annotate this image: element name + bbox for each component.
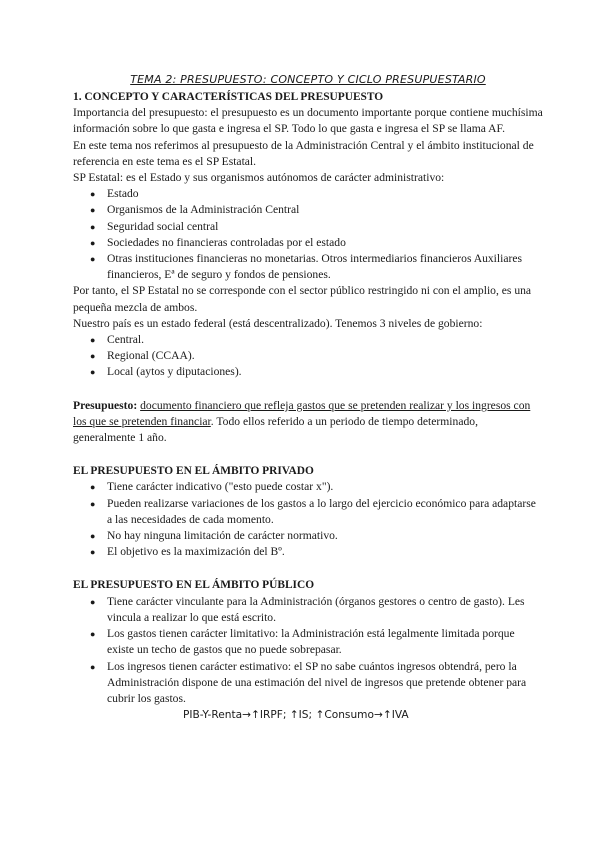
spacer [73, 560, 543, 577]
definition-underlined: documento financiero que refleja gastos que se pretenden realizar y los ingresos con los que se pretenden financiar [73, 398, 531, 428]
list-ambito-publico [73, 594, 543, 707]
list-item: ● No hay ninguna limitación de carácter normativo. [73, 528, 543, 544]
paragraph-estado-federal: Nuestro país es un estado federal (está descentralizado). Tenemos 3 niveles de gobierno: [73, 316, 483, 330]
list-ambito-privado [73, 479, 543, 560]
list-item: ● Estado [73, 186, 543, 202]
document-title: TEMA 2: PRESUPUESTO: CONCEPTO Y CICLO PRESUPUESTARIO [130, 73, 486, 86]
list-item: ● Tiene carácter indicativo ("esto puede costar x"). [73, 479, 543, 495]
list-item: ● Seguridad social central [73, 219, 543, 235]
list-item: ● Los gastos tienen carácter limitativo: la Administración está legalmente limitada porque existe un techo de gastos que no puede sobrepasar. [73, 626, 543, 658]
list-item: ● Local (aytos y diputaciones). [73, 364, 543, 380]
paragraph-por-tanto: Por tanto, el SP Estatal no se corresponde con el sector público restringido ni con el amplio, es una pequeña mezcla de ambos. [73, 284, 532, 314]
list-item: ● Central. [73, 332, 543, 348]
list-item: ● Otras instituciones financieras no monetarias. Otros intermediarios financieros Auxiliares financieros, Eª de seguro y fondos de pensiones. [73, 251, 543, 283]
list-item: ● Pueden realizarse variaciones de los gastos a lo largo del ejercicio económico para adaptarse a las necesidades de cada momento. [73, 496, 543, 528]
document-page [73, 72, 543, 723]
section-heading-concepto: 1. CONCEPTO Y CARACTERÍSTICAS DEL PRESUPUESTO [73, 91, 384, 103]
section-heading-publico: EL PRESUPUESTO EN EL ÁMBITO PÚBLICO [73, 579, 315, 592]
definition-label: Presupuesto: [73, 398, 138, 412]
list-item: ● Los ingresos tienen carácter estimativo: el SP no sabe cuántos ingresos obtendrá, pero la Administración dispone de una estimación del nivel de ingresos que pretende obtener para cubrir los gastos. [73, 659, 543, 708]
paragraph-sp-estatal: SP Estatal: es el Estado y sus organismos autónomos de carácter administrativo: [73, 171, 445, 185]
paragraph-definicion [73, 398, 543, 447]
spacer [73, 381, 543, 398]
list-item: ● Tiene carácter vinculante para la Administración (órganos gestores o centro de gasto). Les vincula a realizar lo que está escrito. [73, 594, 543, 626]
list-item: ● Sociedades no financieras controladas por el estado [73, 235, 543, 251]
section-heading-privado: EL PRESUPUESTO EN EL ÁMBITO PRIVADO [73, 465, 314, 478]
list-sp-estatal [73, 186, 543, 283]
list-item: ● Organismos de la Administración Central [73, 202, 543, 218]
paragraph-ambito: En este tema nos referimos al presupuesto de la Administración Central y el ámbito institucional de referencia en este tema es el SP Estatal. [73, 138, 534, 168]
list-item: ● El objetivo es la maximización del Bº. [73, 544, 543, 560]
definition-rest: . Todo ellos referido a un periodo de tiempo determinado, generalmente 1 año. [73, 414, 478, 445]
spacer [73, 446, 543, 463]
formula-line: PIB-Y-Renta→↑IRPF; ↑IS; ↑Consumo→↑IVA [183, 709, 409, 722]
paragraph-importancia: Importancia del presupuesto: el presupuesto es un documento importante porque contiene muchísima información sobre lo que gasta e ingresa el SP. Todo lo que gasta e ingresa el SP se llama AF. [73, 106, 543, 136]
list-niveles-gobierno [73, 332, 543, 381]
list-item: ● Regional (CCAA). [73, 348, 543, 364]
